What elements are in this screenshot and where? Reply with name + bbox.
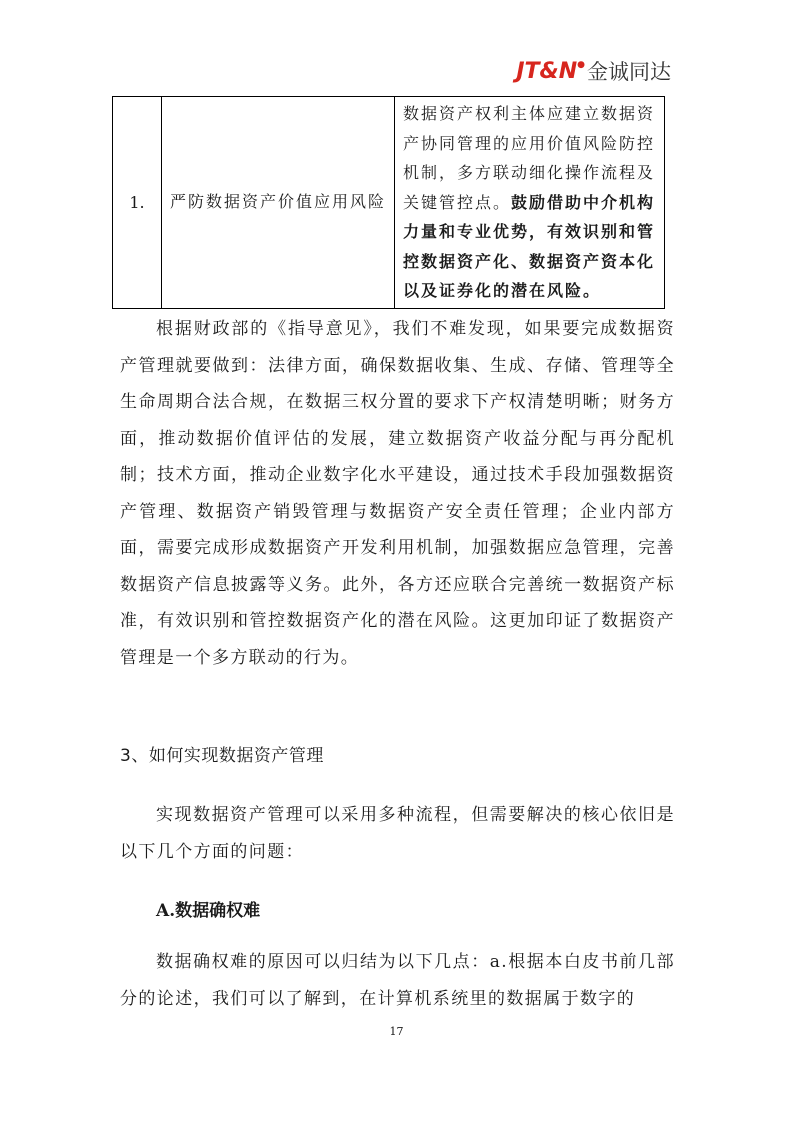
page-number: 17 [389,1025,404,1038]
row-item: 严防数据资产价值应用风险 [162,97,395,309]
section-heading: 3、如何实现数据资产管理 [120,746,324,766]
row-index: 1. [113,97,162,309]
paragraph-rights: 数据确权难的原因可以归结为以下几点：a.根据本白皮书前几部分的论述，我们可以了解到，在计算机系统里的数据属于数字的 [120,952,675,1009]
paragraph-guidance: 根据财政部的《指导意见》，我们不难发现，如果要完成数据资产管理就要做到：法律方面，确保数据收集、生成、存储、管理等全生命周期合法合规，在数据三权分置的要求下产权清楚明晰；财务方面，推动数据价值评估的发展，建立数据资产收益分配与再分配机制；技术方面，推动企业数字化水平建设，通过技术手段加强数据资产管理、数据资产销毁管理与数据资产安全责任管理；企业内部方面，需要完成形成数据资产开发利用机制，加强数据应急管理，完善数据资产信息披露等义务。此外，各方还应联合完善统一数据资产标准，有效识别和管控数据资产化的潜在风险。这更加印证了数据资产管理是一个多方联动的行为。 [120,319,675,668]
subsection-heading: A.数据确权难 [156,901,261,921]
desc-bold: 鼓励借助中介机构力量和专业优势，有效识别和管控数据资产化、数据资产资本化以及证券化的潜在风险。 [403,192,656,300]
risk-table [112,96,665,309]
row-description [395,97,665,309]
logo-dot-icon: ● [577,60,585,70]
company-logo [516,56,671,86]
logo-mark: JT&N [516,58,578,84]
paragraph-process: 实现数据资产管理可以采用多种流程，但需要解决的核心依旧是以下几个方面的问题： [120,805,675,862]
table-row [113,97,665,309]
logo-name: 金诚同达 [587,60,671,84]
desc-normal: 数据资产权利主体应建立数据资产协同管理的应用价值风险防控机制，多方联动细化操作流程及关键管控点。 [403,104,656,212]
